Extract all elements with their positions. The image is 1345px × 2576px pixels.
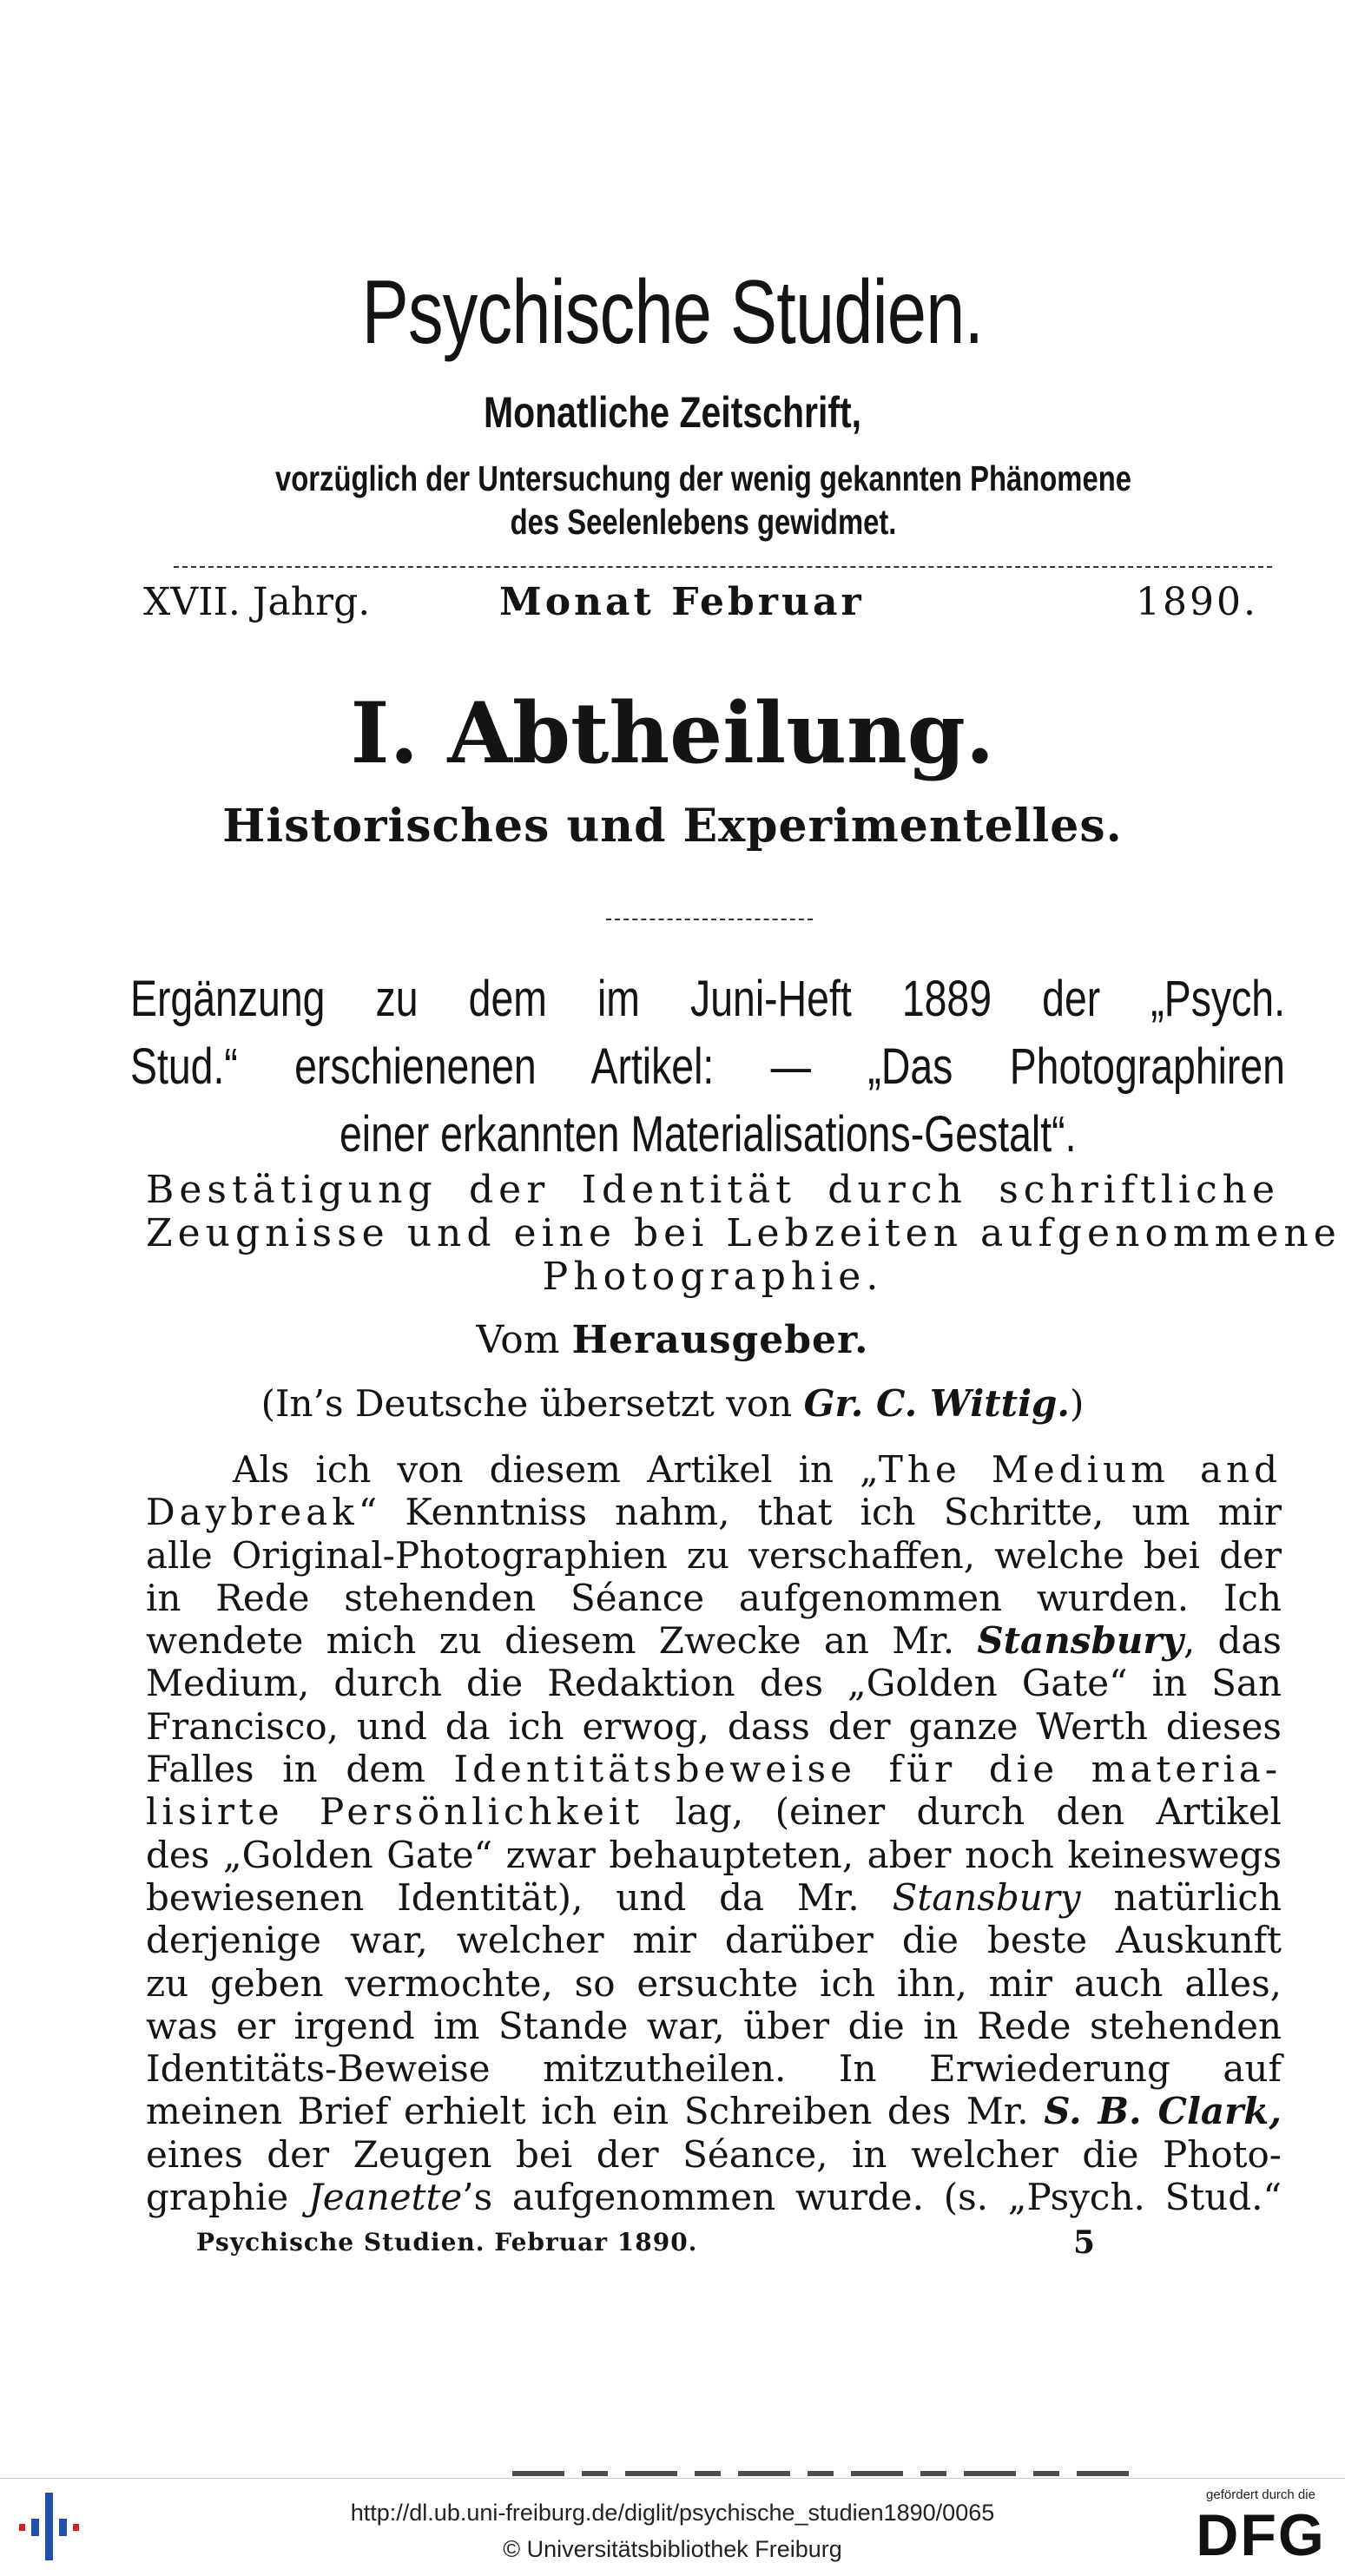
byline [0,1318,1345,1362]
person-name: Jeanette [307,2176,463,2219]
body-line: derjenige war, welcher mir darüber die beste Auskunft [146,1919,1282,1962]
body-line [146,1876,1282,1919]
body-text: natürlich [1113,1875,1282,1919]
article-heading-line: Ergänzung zu dem im Juni-Heft 1889 der „Psych. [130,971,1285,1027]
translator-suffix: ) [1070,1382,1085,1425]
body-line [146,1491,1282,1533]
body-text: wendete mich zu diesem Zwecke an Mr. [146,1619,955,1663]
body-line [146,1790,1282,1833]
footer-reference: Psychische Studien. Februar 1890. [196,2228,698,2256]
body-line: zu geben vermochte, so ersuchte ich ihn, mir auch alles, [146,1961,1282,2005]
body-line: in Rede stehenden Séance aufgenommen wurden. Ich [146,1576,1282,1619]
copyright-notice: © Universitätsbibliothek Freiburg [503,2536,842,2562]
body-text: meinen Brief erhielt ich ein Schreiben des Mr. [146,2090,1029,2133]
article-subheading [146,1168,1342,1299]
article-heading-line: einer erkannten Materialisations-Gestalt“. [339,1106,1077,1163]
byline-prefix: Vom [476,1318,560,1362]
issue-volume: XVII. Jahrg. [143,580,371,624]
page-number: 5 [1073,2224,1096,2261]
body-line: des „Golden Gate“ zwar behaupteten, aber noch keineswegs [146,1833,1282,1876]
section-title: I. Abtheilung. [350,684,995,782]
body-line [146,2176,1282,2218]
translator-name: Gr. C. Wittig. [803,1382,1071,1425]
issue-year: 1890. [1136,580,1258,624]
permalink-url[interactable]: http://dl.ub.uni-freiburg.de/diglit/psychische_studien1890/0065 [350,2500,995,2526]
body-text: graphie [146,2176,289,2219]
body-text-spaced: lisirte Persönlichkeit [146,1790,644,1834]
scan-edge-marks [512,2471,1146,2476]
header-rule [174,566,1272,568]
digital-library-bar [0,2478,1345,2576]
dfg-logo-icon: DFG [1196,2502,1326,2568]
body-text: bewiesenen Identität), und da Mr. [146,1875,860,1919]
section-subtitle: Historisches und Experimentelles. [222,800,1123,853]
body-line [146,2090,1282,2132]
dfg-funded-label: gefördert durch die [1206,2487,1315,2502]
body-text-spaced: The Medium and [878,1448,1282,1491]
article-body [146,1448,1282,2218]
article-subheading-line: Bestätigung der Identität durch schriftliche [146,1168,1280,1212]
article-heading [130,965,1285,1169]
body-line: was er irgend im Stande war, über die in Rede stehenden [146,2004,1282,2047]
body-line: Identitäts-Beweise mitzutheilen. In Erwiederung auf [146,2047,1282,2091]
body-text-spaced: Identitätsbeweise für die materia- [453,1748,1282,1791]
body-text: ’s aufgenommen wurde. (s. „Psych. Stud.“ [462,2176,1282,2219]
journal-subtitle: Monatliche Zeitschrift, [483,388,862,437]
body-line [146,1619,1282,1662]
issue-line [0,580,1345,632]
body-line: Francisco, und da ich erwog, dass der ganze Werth dieses [146,1704,1282,1748]
body-line: alle Original-Photographien zu verschaffen, welche bei der [146,1533,1282,1577]
body-text-spaced: Daybreak [146,1491,359,1534]
article-heading-line: Stud.“ erschienenen Artikel: — „Das Photographiren [130,1038,1285,1095]
journal-description: vorzüglich der Untersuchung der wenig gekannten Phänomene des Seelenlebens gewidmet. [275,458,1131,542]
translator-prefix: (In’s Deutsche übersetzt von [260,1382,793,1425]
article-subheading-line: Photographie. [542,1255,884,1299]
body-line: eines der Zeugen bei der Séance, in welcher die Photo- [146,2132,1282,2176]
person-name: Stansbury [977,1619,1183,1663]
translator-line [0,1382,1345,1425]
person-name: S. B. Clark, [1044,2090,1282,2133]
body-line: Medium, durch die Redaktion des „Golden Gate“ in San [146,1662,1282,1705]
body-line [146,1748,1282,1790]
issue-month: Monat Februar [499,580,865,624]
body-line [146,1448,1282,1491]
byline-author: Herausgeber. [571,1318,869,1362]
page-footer [0,2224,1345,2271]
body-text: Als ich von diesem Artikel in „ [233,1448,879,1491]
person-name: Stansbury [892,1875,1081,1919]
body-text: , das [1183,1619,1282,1663]
body-text: Falles in dem [146,1748,425,1791]
section-divider [606,919,813,920]
article-subheading-line: Zeugnisse und eine bei Lebzeiten aufgenommene [146,1211,1342,1255]
body-text: lag, (einer durch den Artikel [675,1790,1282,1834]
journal-title: Psychische Studien. [361,262,984,363]
body-text: “ Kenntniss nahm, that ich Schritte, um mir [358,1491,1282,1534]
